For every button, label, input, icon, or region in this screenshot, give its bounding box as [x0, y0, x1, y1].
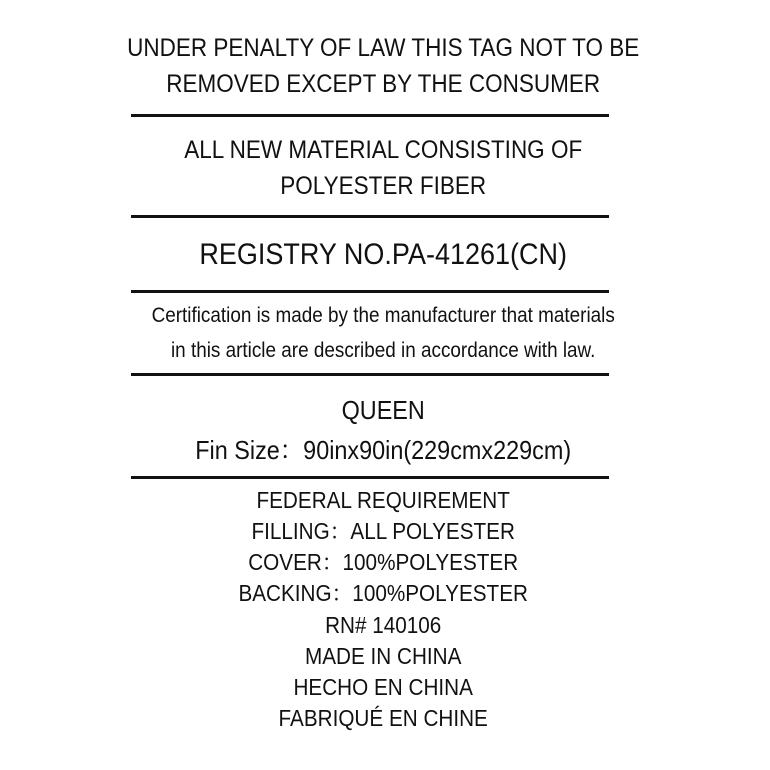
- registry-number: REGISTRY NO.PA-41261(CN): [199, 238, 568, 271]
- divider: [131, 215, 609, 218]
- cover-content: COVER：100%POLYESTER: [248, 549, 519, 575]
- material-line-2: POLYESTER FIBER: [280, 172, 487, 200]
- warning-line-2: REMOVED EXCEPT BY THE CONSUMER: [166, 70, 601, 98]
- certification-line-2: in this article are described in accordance with law.: [170, 339, 596, 362]
- divider: [131, 476, 609, 479]
- certification-line-1: Certification is made by the manufacturer that materials: [151, 304, 615, 327]
- backing-content: BACKING：100%POLYESTER: [238, 580, 528, 606]
- fin-size: Fin Size：90inx90in(229cmx229cm): [195, 435, 572, 465]
- made-in-spanish: HECHO EN CHINA: [293, 674, 473, 700]
- divider: [131, 114, 609, 117]
- filling-content: FILLING：ALL POLYESTER: [251, 518, 515, 544]
- made-in-french: FABRIQUÉ EN CHINE: [278, 705, 488, 731]
- warning-line-1: UNDER PENALTY OF LAW THIS TAG NOT TO BE: [127, 34, 640, 62]
- size-name: QUEEN: [341, 395, 425, 425]
- divider: [131, 373, 609, 376]
- rn-number: RN# 140106: [325, 612, 442, 638]
- divider: [131, 290, 609, 293]
- federal-heading: FEDERAL REQUIREMENT: [256, 487, 510, 513]
- made-in-english: MADE IN CHINA: [304, 643, 462, 669]
- material-line-1: ALL NEW MATERIAL CONSISTING OF: [184, 136, 583, 164]
